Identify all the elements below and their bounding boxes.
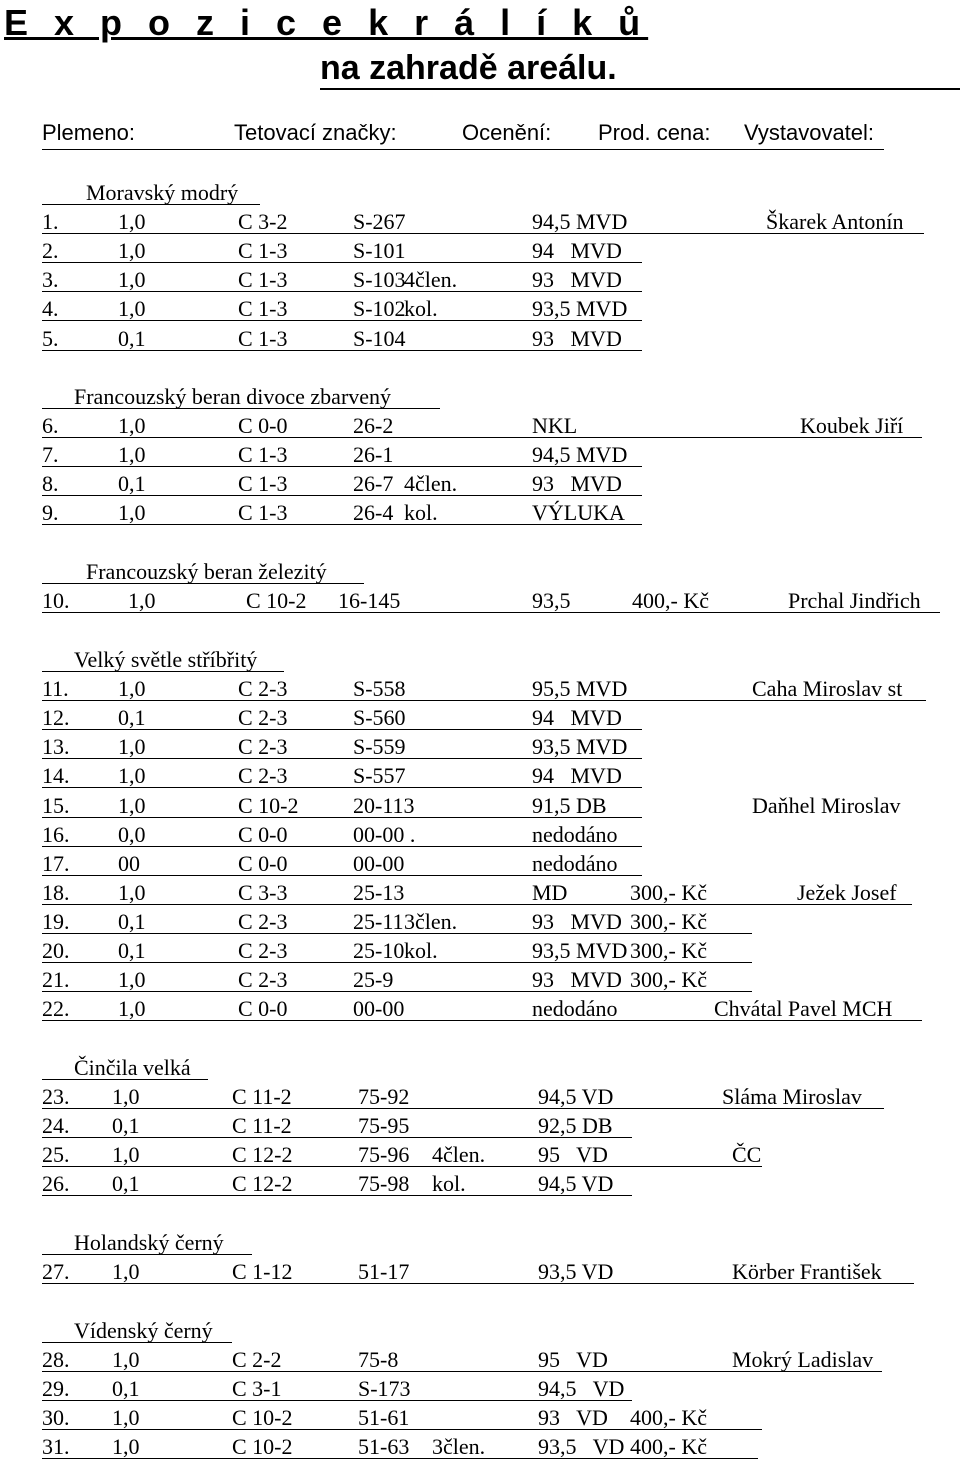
cell-score: 93 MVD	[532, 908, 622, 934]
cell-no: 12.	[42, 705, 70, 731]
column-header-row	[42, 120, 884, 150]
cell-score: 93,5 VD	[538, 1259, 614, 1285]
cell-tag: 25-10	[353, 938, 405, 963]
cell-no: 27.	[42, 1259, 70, 1285]
cell-no: 23.	[42, 1084, 70, 1110]
cell-mark: C 1-3	[238, 500, 288, 526]
cell-no: 16.	[42, 821, 70, 847]
cell-exhibitor: Daňhel Miroslav	[752, 792, 901, 818]
cell-price: 300,- Kč	[630, 879, 707, 905]
cell-exhibitor: Škarek Antonín	[766, 209, 904, 235]
cell-sex: 1,0	[118, 734, 146, 760]
cell-mark: C 3-1	[232, 1376, 282, 1402]
cell-score: 93,5 MVD	[532, 938, 628, 963]
cell-sex: 1,0	[112, 1405, 140, 1431]
cell-exhibitor: ČC	[732, 1142, 762, 1168]
cell-mark: C 10-2	[232, 1434, 293, 1460]
cell-score: 93,5 VD	[538, 1434, 625, 1460]
cell-tag: S-173	[358, 1376, 411, 1402]
cell-sex: 1,0	[112, 1259, 140, 1285]
cell-tag: S-104	[353, 325, 406, 351]
cell-sex: 1,0	[118, 996, 146, 1022]
cell-tag: 75-98	[358, 1171, 410, 1197]
cell-score: MD	[532, 879, 568, 905]
cell-sex: 1,0	[112, 1142, 140, 1168]
cell-no: 7.	[42, 442, 59, 468]
cell-sex: 0,1	[118, 705, 146, 731]
cell-sex: 0,1	[112, 1376, 140, 1402]
cell-tag: 51-17	[358, 1259, 410, 1285]
cell-sex: 1,0	[118, 413, 146, 439]
cell-sex: 1,0	[118, 238, 146, 264]
cell-score: 93 VD	[538, 1405, 608, 1431]
cell-mark: C 10-2	[232, 1405, 293, 1431]
cell-no: 18.	[42, 879, 70, 905]
cell-mark: C 2-3	[238, 763, 288, 789]
cell-no: 19.	[42, 908, 70, 934]
section-title-text: Činčila velká	[74, 1055, 191, 1080]
cell-sex: 0,1	[112, 1113, 140, 1139]
cell-exhibitor: Prchal Jindřich	[788, 588, 921, 614]
cell-mark: C 0-0	[238, 821, 288, 847]
cell-mark: C 11-2	[232, 1084, 292, 1110]
cell-score: 93 MVD	[532, 471, 622, 497]
cell-score: 94,5 VD	[538, 1084, 614, 1110]
cell-tag: S-560	[353, 705, 406, 731]
cell-tag: 26-1	[353, 442, 394, 468]
cell-tag: 75-95	[358, 1113, 410, 1139]
cell-no: 25.	[42, 1142, 70, 1168]
cell-mark: C 2-3	[238, 938, 288, 963]
cell-sex: 1,0	[118, 792, 146, 818]
cell-score: 94 MVD	[532, 705, 622, 731]
cell-sex: 0,1	[112, 1171, 140, 1197]
cell-no: 15.	[42, 792, 70, 818]
cell-note: kol.	[432, 1171, 466, 1197]
cell-mark: C 1-3	[238, 471, 288, 497]
cell-note: kol.	[404, 938, 438, 963]
cell-no: 9.	[42, 500, 59, 526]
cell-tag: 26-7	[353, 471, 394, 497]
cell-tag: S-101	[353, 238, 406, 264]
cell-score: 94 MVD	[532, 763, 622, 789]
cell-score: 93,5 MVD	[532, 734, 628, 760]
cell-exhibitor: Caha Miroslav st	[752, 676, 903, 702]
cell-note: 4člen.	[404, 267, 458, 293]
cell-mark: C 0-0	[238, 413, 288, 439]
section-title-text: Holandský černý	[74, 1230, 224, 1255]
cell-sex: 00	[118, 850, 140, 876]
cell-sex: 0,1	[118, 938, 146, 963]
cell-mark: C 12-2	[232, 1171, 293, 1197]
col-tetovaci: Tetovací značky:	[234, 120, 397, 145]
cell-tag: S-267	[353, 209, 406, 235]
cell-tag: 26-2	[353, 413, 394, 439]
cell-score: 94,5 VD	[538, 1376, 625, 1402]
cell-score: nedodáno	[532, 996, 618, 1022]
cell-mark: C 12-2	[232, 1142, 293, 1168]
cell-note: kol.	[404, 500, 438, 526]
cell-exhibitor: Chvátal Pavel MCH	[714, 996, 893, 1022]
cell-sex: 1,0	[118, 763, 146, 789]
cell-score: 93 MVD	[532, 967, 622, 993]
cell-mark: C 1-3	[238, 325, 288, 351]
cell-no: 1.	[42, 209, 59, 235]
cell-score: 93,5 MVD	[532, 296, 628, 322]
cell-sex: 0,1	[118, 908, 146, 934]
cell-mark: C 1-3	[238, 238, 288, 264]
cell-tag: 20-113	[353, 792, 415, 818]
cell-price: 300,- Kč	[630, 967, 707, 993]
col-oceneni: Ocenění:	[462, 120, 552, 145]
section-title-text: Moravský modrý	[86, 180, 239, 205]
cell-tag: 00-00	[353, 996, 405, 1022]
cell-sex: 1,0	[112, 1347, 140, 1373]
cell-score: 93 MVD	[532, 267, 622, 293]
cell-mark: C 11-2	[232, 1113, 292, 1139]
cell-price: 400,- Kč	[632, 588, 709, 614]
cell-no: 6.	[42, 413, 59, 439]
cell-price: 300,- Kč	[630, 938, 707, 963]
cell-score: 95 VD	[538, 1347, 608, 1373]
cell-mark: C 1-12	[232, 1259, 293, 1285]
cell-no: 21.	[42, 967, 70, 993]
cell-score: NKL	[532, 413, 578, 439]
cell-exhibitor: Ježek Josef	[797, 879, 897, 905]
cell-mark: C 0-0	[238, 996, 288, 1022]
cell-sex: 1,0	[118, 500, 146, 526]
cell-score: VÝLUKA	[532, 500, 625, 526]
cell-score: 92,5 DB	[538, 1113, 613, 1139]
cell-mark: C 1-3	[238, 442, 288, 468]
cell-mark: C 2-2	[232, 1347, 282, 1373]
cell-no: 24.	[42, 1113, 70, 1139]
cell-tag: 51-63	[358, 1434, 410, 1460]
cell-tag: S-103	[353, 267, 406, 293]
cell-note: 3člen.	[432, 1434, 486, 1460]
cell-score: 93,5	[532, 588, 571, 614]
cell-tag: 25-13	[353, 879, 405, 905]
cell-tag: 51-61	[358, 1405, 410, 1431]
cell-tag: S-102	[353, 296, 406, 322]
section-title-text: Francouzský beran železitý	[86, 559, 327, 584]
cell-tag: 26-4	[353, 500, 394, 526]
cell-note: 4člen.	[404, 471, 458, 497]
cell-price: 400,- Kč	[630, 1405, 707, 1431]
cell-mark: C 2-3	[238, 676, 288, 702]
cell-sex: 1,0	[118, 267, 146, 293]
cell-exhibitor: Sláma Miroslav	[722, 1084, 862, 1110]
col-vystavovatel: Vystavovatel:	[744, 120, 875, 145]
cell-no: 17.	[42, 850, 70, 876]
cell-sex: 1,0	[118, 879, 146, 905]
cell-tag: 25-9	[353, 967, 394, 993]
cell-tag: S-558	[353, 676, 406, 702]
cell-mark: C 2-3	[238, 734, 288, 760]
cell-no: 13.	[42, 734, 70, 760]
cell-no: 8.	[42, 471, 59, 497]
cell-score: 94,5 VD	[538, 1171, 614, 1197]
page-title: E x p o z i c e k r á l í k ů	[4, 2, 649, 43]
col-plemeno: Plemeno:	[42, 120, 135, 145]
cell-no: 20.	[42, 938, 70, 963]
cell-sex: 1,0	[118, 296, 146, 322]
cell-score: 94,5 MVD	[532, 209, 628, 235]
cell-score: 91,5 DB	[532, 792, 607, 818]
cell-no: 22.	[42, 996, 70, 1022]
cell-no: 3.	[42, 267, 59, 293]
cell-note: 4člen.	[432, 1142, 486, 1168]
cell-tag: 00-00	[353, 850, 405, 876]
cell-note: kol.	[404, 296, 438, 322]
cell-score: 95 VD	[538, 1142, 608, 1168]
cell-price: 400,- Kč	[630, 1434, 707, 1460]
cell-exhibitor: Körber František	[732, 1259, 882, 1285]
cell-no: 14.	[42, 763, 70, 789]
cell-exhibitor: Mokrý Ladislav	[732, 1347, 874, 1373]
cell-score: 94 MVD	[532, 238, 622, 264]
cell-score: 94,5 MVD	[532, 442, 628, 468]
cell-no: 2.	[42, 238, 59, 264]
cell-no: 10.	[42, 588, 70, 614]
cell-mark: C 10-2	[238, 792, 299, 818]
page-subtitle: na zahradě areálu.	[320, 48, 960, 90]
cell-mark: C 1-3	[238, 267, 288, 293]
cell-sex: 1,0	[118, 209, 146, 235]
cell-note: 3člen.	[404, 908, 458, 934]
cell-mark: C 0-0	[238, 850, 288, 876]
cell-sex: 0,1	[118, 471, 146, 497]
cell-no: 4.	[42, 296, 59, 322]
cell-mark: C 10-2	[246, 588, 307, 614]
cell-score: 95,5 MVD	[532, 676, 628, 702]
cell-sex: 0,1	[118, 325, 146, 351]
cell-no: 11.	[42, 676, 69, 702]
cell-sex: 0,0	[118, 821, 146, 847]
section-title-text: Vídenský černý	[74, 1318, 213, 1343]
cell-mark: C 3-3	[238, 879, 288, 905]
section-title-text: Velký světle stříbřitý	[74, 647, 258, 672]
cell-no: 28.	[42, 1347, 70, 1373]
cell-no: 29.	[42, 1376, 70, 1402]
section-title-text: Francouzský beran divoce zbarvený	[74, 384, 392, 409]
cell-score: nedodáno	[532, 821, 618, 847]
cell-no: 31.	[42, 1434, 70, 1460]
cell-score: nedodáno	[532, 850, 618, 876]
cell-no: 5.	[42, 325, 59, 351]
cell-price: 300,- Kč	[630, 908, 707, 934]
cell-sex: 1,0	[118, 442, 146, 468]
cell-no: 30.	[42, 1405, 70, 1431]
cell-tag: 00-00 .	[353, 821, 416, 847]
cell-tag: 25-11	[353, 908, 404, 934]
cell-score: 93 MVD	[532, 325, 622, 351]
cell-mark: C 2-3	[238, 967, 288, 993]
cell-exhibitor: Koubek Jiří	[800, 413, 904, 439]
cell-mark: C 3-2	[238, 209, 288, 235]
cell-sex: 1,0	[112, 1434, 140, 1460]
cell-tag: 75-8	[358, 1347, 399, 1373]
cell-tag: S-557	[353, 763, 406, 789]
col-cena: Prod. cena:	[598, 120, 711, 145]
cell-sex: 1,0	[112, 1084, 140, 1110]
cell-sex: 1,0	[118, 676, 146, 702]
cell-tag: S-559	[353, 734, 406, 760]
cell-mark: C 2-3	[238, 705, 288, 731]
cell-sex: 1,0	[118, 967, 146, 993]
cell-mark: C 1-3	[238, 296, 288, 322]
cell-tag: 16-145	[338, 588, 401, 614]
cell-sex: 1,0	[128, 588, 156, 614]
cell-mark: C 2-3	[238, 908, 288, 934]
cell-no: 26.	[42, 1171, 70, 1197]
cell-tag: 75-92	[358, 1084, 410, 1110]
cell-tag: 75-96	[358, 1142, 410, 1168]
